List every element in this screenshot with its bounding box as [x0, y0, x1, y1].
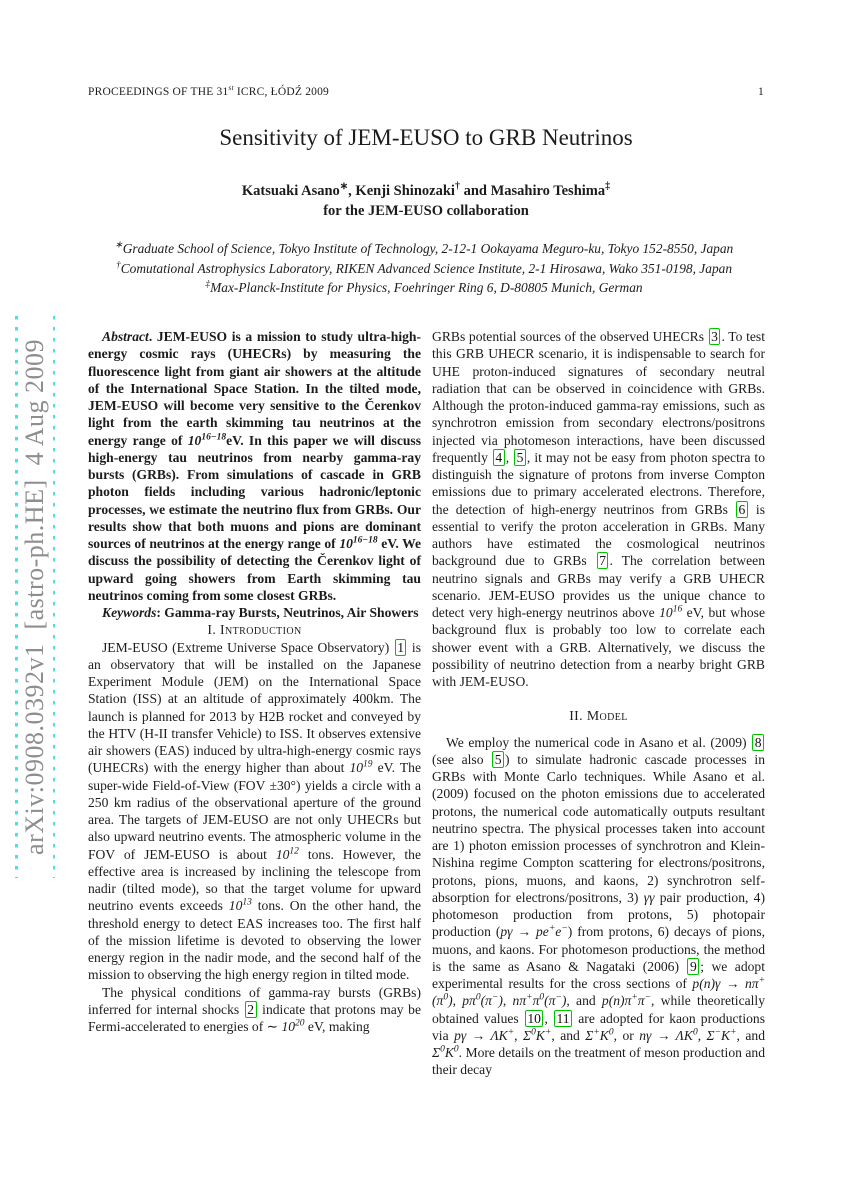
math-expression: Abstract — [102, 329, 149, 344]
authors-line: Katsuaki Asano∗, Kenji Shinozaki† and Masahiro Teshima‡ — [241, 181, 611, 199]
math-expression: $p\pi^0(\pi^-)$ — [462, 992, 503, 1009]
introduction-paragraph-2: The physical conditions of gamma-ray bursts (GRBs) inferred for internal shocks 2 indicate that protons may be Fermi-accelerated to energies of ∼ $10^{20}$ eV, making — [88, 984, 421, 1034]
math-expression: p(n)γ → — [692, 976, 740, 991]
abstract-paragraph: Abstract. JEM-EUSO is a mission to study ultra-high-energy cosmic rays (UHECRs) by measuring the fluorescence light from giant air showers at the altitude of the International Space Station. In the tilted mode, JEM-EUSO will become very sensitive to the Čerenkov light from the earth skimming tau neutrinos at the energy range of $10^{16-18}eV$. In this paper we will discuss high-energy tau neutrinos from nearby gamma-ray bursts (GRBs). From simulations of cascade in GRB photon fields including various hadronic/leptonic processes, we estimate the neutrino flux from GRBs. Our results show that both muons and pions are dominant sources of neutrinos at the energy range of $10^{16-18}$ eV. We discuss the possibility of detecting the Čerenkov light of upward going showers from Earth skimming tau neutrinos coming from some closest GRBs. — [88, 329, 421, 603]
citation-link[interactable]: 2 — [245, 1001, 257, 1018]
math-expression: $10^{16-18}$ — [339, 535, 378, 551]
affiliation-line: †Comutational Astrophysics Laboratory, RIKEN Advanced Science Institute, 2-1 Hirosawa, Wako 351-0198, Japan — [115, 260, 733, 276]
math-expression: $\Sigma^+K^0$ — [585, 1027, 614, 1043]
math-expression: Keywords — [102, 605, 157, 620]
math-expression: $10^{19}$ — [349, 759, 373, 776]
keywords-paragraph: Keywords: Gamma-ray Bursts, Neutrinos, Air Showers — [102, 605, 419, 620]
citation-link[interactable]: 11 — [554, 1010, 572, 1027]
running-header — [88, 83, 764, 98]
affiliations-block — [44, 239, 804, 298]
citation-link[interactable]: 6 — [736, 501, 748, 518]
citation-link[interactable]: 1 — [395, 639, 407, 656]
math-expression: $n\pi^+(\pi^0)$ — [432, 975, 766, 1009]
proceedings-label: PROCEEDINGS OF THE 31st ICRC, ŁÓDŹ 2009 — [88, 83, 330, 98]
arxiv-dashed-line-left — [15, 316, 18, 878]
math-expression: $10^{13}$ — [228, 897, 252, 914]
introduction-paragraph-1: JEM-EUSO (Extreme Universe Space Observatory) 1 is an observatory that will be installed on the Japanese Experiment Module (JEM) on the International Space Station (ISS) at an altitude of approximately 400km. The launch is planned for 2013 by H2B rocket and conveyed by the HTV (H-II transfer Vehicle) to ISS. It observes extensive air showers (EAS) induced by ultra-high-energy cosmic rays (UHECRs) with the energy higher than about $10^{19}$ eV. The super-wide Field-of-View (FOV ±30°) yields a circle with a 250 km radius of the observational aperture of the ground area. The targets of JEM-EUSO are not only UHECRs but also upward neutrino events. The atmospheric volume in the FOV of JEM-EUSO is about $10^{12}$ tons. However, the effective area is increased by inclining the telescope from nadir (tilted mode), so that the target volume for upward neutrino events exceeds $10^{13}$ tons. On the other hand, the threshold energy to detect EAS increases too. The first half of the mission lifetime is devoted to observing the lower energy region in the nadir mode, and the second half of the mission to observing the high energy region in tilted mode. — [88, 639, 421, 983]
page-number: 1 — [758, 86, 764, 98]
model-paragraph-1: We employ the numerical code in Asano et al. (2009) 8 (see also 5 ) to simulate hadronic cascade processes in GRBs with Monte Carlo techniques. While Asano et al. (2009) focused on the photon emissions due to accelerated protons, the numerical code automatically outputs resultant neutrino spectra. The physical processes taken into account are 1) photon emission processes of synchrotron and Klein-Nishina regime Compton scattering for electrons/positrons, protons, pions, muons, and kaons, 2) synchrotron self-absorption for electrons/positrons, 3) γγ pair production, 4) photomeson production from protons, 5) photopair production (pγ → pe+e−) from protons, 6) decays of pions, muons, and kaons. For photomeson productions, the method is the same as Asano & Nagataki (2006) 9 ; we adopt experimental results for the cross sections of $p(n)\gamma \to n\pi^+(\pi^0)$, $p\pi^0(\pi^-)$, $n\pi^+\pi^0(\pi^-)$, and p(n)π+π−, while theoretically obtained values 10 , 11 are adopted for kaon productions via pγ → ΛK+, $\Sigma^0K^+$, and $\Sigma^+K^0$, or $n\gamma \to \Lambda K^0$, Σ−K+, and $\Sigma^0K^0$. More details on the treatment of meson production and their decay — [432, 734, 766, 1078]
citation-link[interactable]: 8 — [752, 734, 764, 751]
math-expression: $\Sigma^0K^+$ — [523, 1027, 552, 1043]
paper-title: Sensitivity of JEM-EUSO to GRB Neutrinos — [219, 125, 633, 150]
section-heading-model: II. Model — [569, 708, 628, 724]
body-columns — [88, 328, 765, 1079]
arxiv-stamp — [15, 316, 55, 878]
collaboration-line: for the JEM-EUSO collaboration — [323, 203, 529, 219]
math-expression: $10^{20}$ — [281, 1018, 305, 1034]
math-expression: $n\pi^+\pi^0(\pi^-)$ — [512, 992, 567, 1009]
math-expression: $\Sigma^0K^0$ — [432, 1044, 459, 1060]
math-expression: $n\gamma \to \Lambda K^0$ — [639, 1027, 698, 1043]
affiliation-line: ∗Graduate School of Science, Tokyo Institute of Technology, 2-12-1 Ookayama Meguro-ku, Tokyo 152-8550, Japan — [114, 240, 734, 256]
citation-link[interactable]: 5 — [492, 751, 504, 768]
arxiv-dashed-line-right — [53, 316, 56, 878]
math-expression: p(n)π+π− — [601, 992, 652, 1009]
left-column — [88, 328, 421, 1079]
math-expression: $10^{16-18}$ — [187, 431, 227, 448]
citation-link[interactable]: 5 — [514, 449, 526, 466]
right-column — [432, 328, 765, 1079]
math-expression: pγ → pe+e− — [500, 923, 568, 940]
citation-link[interactable]: 4 — [493, 449, 505, 466]
author-block — [88, 181, 764, 221]
citation-link[interactable]: 3 — [709, 328, 721, 345]
citation-link[interactable]: 10 — [525, 1010, 544, 1027]
math-expression: γγ — [643, 889, 655, 905]
affiliation-line: ‡Max-Planck-Institute for Physics, Foehringer Ring 6, D-80805 Munich, German — [205, 279, 643, 295]
citation-link[interactable]: 9 — [687, 958, 699, 975]
math-expression: $10^{16}$ — [659, 604, 683, 620]
arxiv-identifier: arXiv:0908.0392v1 [astro-ph.HE] 4 Aug 2009 — [20, 339, 49, 855]
math-expression: pγ → ΛK+ — [454, 1027, 515, 1043]
math-expression: Σ−K+ — [706, 1027, 737, 1043]
introduction-continuation-paragraph: GRBs potential sources of the observed UHECRs 3 . To test this GRB UHECR scenario, it is indispensable to search for UHE proton-induced signatures of secondary neutral radiation that can be observed in coincidence with GRBs. Although the proton-induced gamma-ray emissions, such as synchrotron emission from secondary electrons/positrons injected via photomeson interactions, have been discussed frequently 4 , 5 , it may not be easy from photon spectra to distinguish the signature of protons from inverse Compton emissions due to primary accelerated electrons. Therefore, the detection of high-energy neutrinos from GRBs 6 is essential to verify the proton acceleration in GRBs. Many authors have estimated the cosmological neutrinos background due to GRBs 7 . The correlation between neutrino signals and GRBs may verify a GRB UHECR scenario. JEM-EUSO provides us the unique chance to detect very high-energy neutrinos above $10^{16}$ eV, but whose background flux is probably too low to correlate each shower event with a GRB. Alternatively, we discuss the possibility of neutrino detection from a nearby bright GRB with JEM-EUSO. — [432, 329, 766, 689]
citation-link[interactable]: 7 — [597, 552, 609, 569]
math-expression: $10^{12}$ — [275, 845, 299, 862]
section-heading-introduction: I. Introduction — [207, 622, 302, 638]
